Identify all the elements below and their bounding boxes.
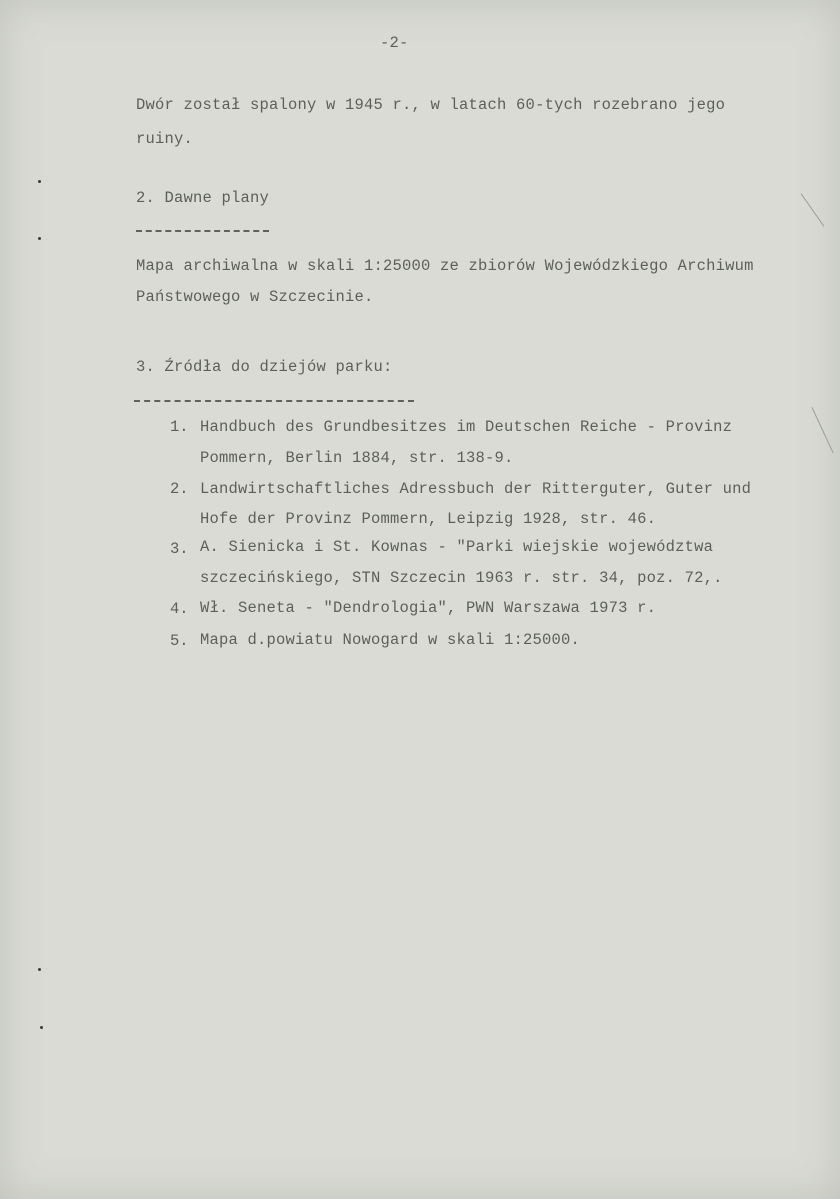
punch-hole-mark (38, 180, 41, 183)
list-item-line-2: szczecińskiego, STN Szczecin 1963 r. str. 34, poz. 72,. (200, 569, 723, 587)
list-item-line-1: Landwirtschaftliches Adressbuch der Ritterguter, Guter und (200, 480, 752, 498)
section-2-heading: 2. Dawne plany (136, 189, 270, 207)
intro-line-2: ruiny. (136, 130, 194, 148)
list-item-number: 2. (170, 480, 189, 498)
punch-hole-mark (38, 968, 41, 971)
list-item-line-1: Handbuch des Grundbesitzes im Deutschen Reiche - Provinz (200, 418, 733, 436)
list-item-line-2: Pommern, Berlin 1884, str. 138-9. (200, 449, 514, 467)
list-item-line-2: Hofe der Provinz Pommern, Leipzig 1928, str. 46. (200, 510, 657, 528)
section-3-heading: 3. Źródła do dziejów parku: (136, 358, 393, 376)
punch-hole-mark (40, 1026, 43, 1029)
list-item-line-1: Mapa d.powiatu Nowogard w skali 1:25000. (200, 631, 581, 649)
section-2-line-1: Mapa archiwalna w skali 1:25000 ze zbiorów Wojewódzkiego Archiwum (136, 257, 754, 275)
page-number: -2- (380, 34, 409, 52)
list-item-number: 3. (170, 540, 189, 558)
section-2-underline (136, 230, 269, 232)
list-item-number: 5. (170, 632, 189, 650)
section-3-underline (134, 400, 414, 402)
list-item-number: 1. (170, 418, 189, 436)
intro-line-1: Dwór został spalony w 1945 r., w latach 60-tych rozebrano jego (136, 96, 726, 114)
margin-mark (811, 407, 833, 453)
section-2-line-2: Państwowego w Szczecinie. (136, 288, 374, 306)
margin-mark (801, 193, 825, 226)
list-item-line-1: A. Sienicka i St. Kownas - "Parki wiejskie województwa (200, 538, 714, 556)
list-item-line-1: Wł. Seneta - "Dendrologia", PWN Warszawa 1973 r. (200, 599, 657, 617)
list-item-number: 4. (170, 600, 189, 618)
punch-hole-mark (38, 237, 41, 240)
